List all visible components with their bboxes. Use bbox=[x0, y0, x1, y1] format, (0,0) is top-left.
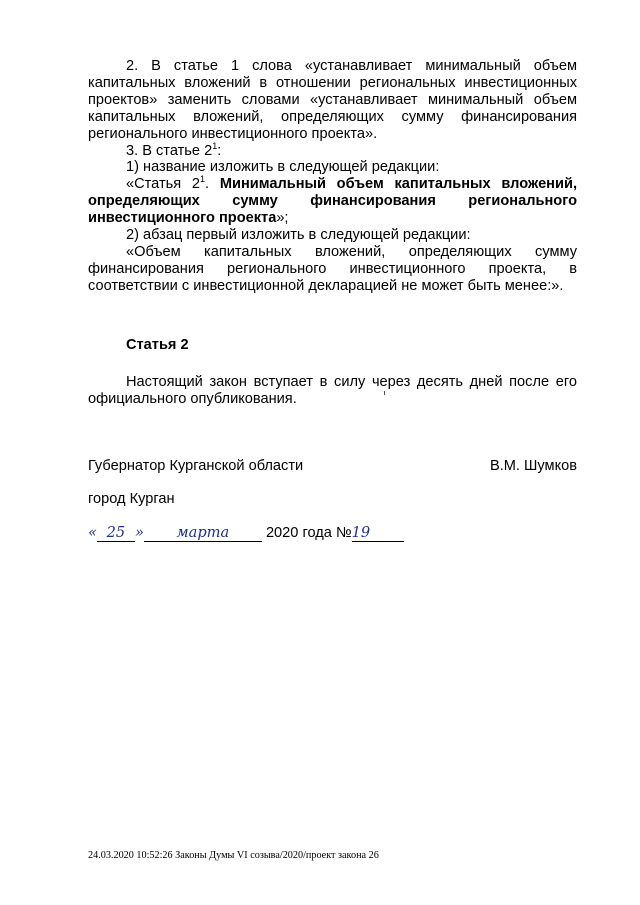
signatory-position: Губернатор Курганской области bbox=[88, 458, 304, 474]
close-quote: » bbox=[134, 524, 144, 541]
handwritten-number: 19 bbox=[352, 524, 404, 542]
city-line: город Курган bbox=[88, 491, 175, 507]
article-2-body bbox=[88, 374, 577, 408]
article-2-heading: Статья 2 bbox=[126, 337, 189, 353]
paragraph-article1-amendment: 2. В статье 1 слова «устанавливает минимальный объем капитальных вложений в отношении региональных инвестиционных проектов» заменить словами «устанавливает минимальный объем капитальных вложений, определяющих сумму финансирования регионального инвестиционного проекта». bbox=[88, 58, 577, 142]
paragraph-text: »; bbox=[276, 210, 289, 227]
open-quote: « bbox=[88, 524, 97, 541]
paragraph-article2-1-heading bbox=[88, 140, 577, 160]
superscript: 1 bbox=[212, 140, 218, 151]
article-2-text: Настоящий закон вступает в силу через десять дней после его официального опубликования. bbox=[88, 374, 577, 407]
handwritten-month: марта bbox=[144, 524, 262, 542]
paragraph-first-abzac-change: 2) абзац первый изложить в следующей редакции: bbox=[126, 227, 471, 244]
year-text: 2020 года № bbox=[265, 525, 352, 541]
paragraph-text: «Статья 2 bbox=[126, 176, 201, 193]
paragraph-title-change: 1) название изложить в следующей редакции: bbox=[126, 159, 440, 176]
handwritten-day: 25 bbox=[97, 524, 135, 542]
scan-speck bbox=[384, 391, 385, 395]
date-line bbox=[88, 524, 404, 542]
paragraph-new-title bbox=[88, 176, 577, 227]
paragraph-text: 3. В статье 2 bbox=[126, 142, 213, 159]
signatory-name: В.М. Шумков bbox=[489, 458, 577, 474]
footer-stamp: 24.03.2020 10:52:26 Законы Думы VI созыва/2020/проект закона 26 bbox=[88, 850, 379, 861]
paragraph-new-abzac: «Объем капитальных вложений, определяющих сумму финансирования регионального инвестиционного проекта, в соответствии с инвестиционной декларацией не может быть менее:». bbox=[88, 243, 577, 294]
signature-block bbox=[88, 458, 577, 474]
paragraph-text: : bbox=[217, 142, 222, 159]
paragraph-text: . bbox=[205, 176, 210, 193]
new-title-bold: Минимальный объем капитальных вложений, определяющих сумму финансирования регионального инвестиционного проекта bbox=[88, 176, 577, 227]
superscript: 1 bbox=[200, 174, 206, 185]
amendments-text bbox=[88, 58, 577, 295]
